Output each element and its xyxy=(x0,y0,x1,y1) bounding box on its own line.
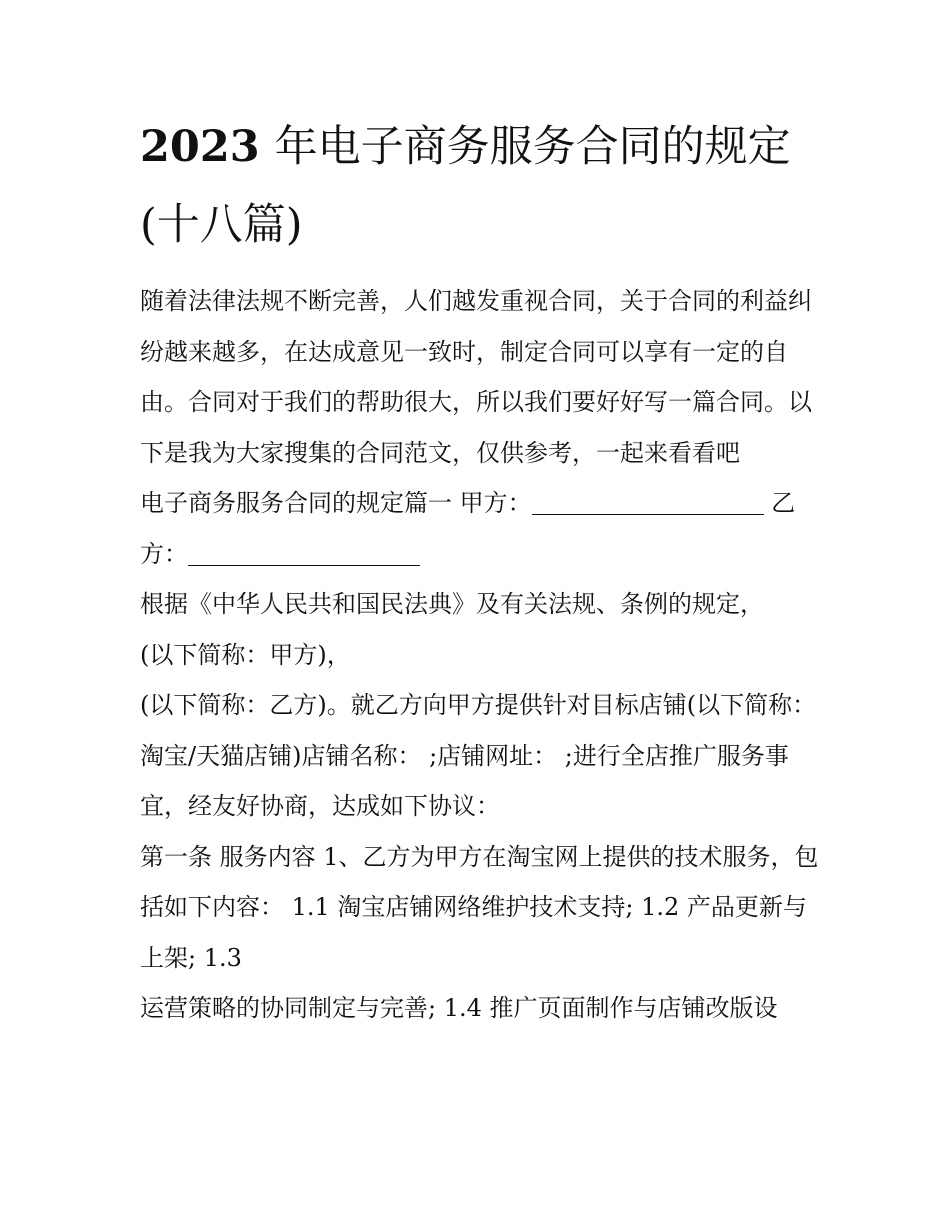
document-body xyxy=(140,276,820,1034)
article-one-continued: 运营策略的协同制定与完善; 1.4 推广页面制作与店铺改版设 xyxy=(140,994,778,1022)
document-title xyxy=(140,108,820,264)
title-year: 2023 xyxy=(140,122,260,172)
party-b-label-end: 方： xyxy=(140,539,188,568)
party-b-label-start: 乙 xyxy=(763,489,796,517)
article-one-paragraph: 第一条 服务内容 1、乙方为甲方在淘宝网上提供的技术服务，包括如下内容： 1.1 淘宝店铺网络维护技术支持; 1.2 产品更新与上架; 1.3 xyxy=(140,842,819,972)
party-b-abbr-paragraph: (以下简称：乙方)。就乙方向甲方提供针对目标店铺(以下简称：淘宝/天猫店铺)店铺名称： ;店铺网址： ;进行全店推广服务事宜，经友好协商，达成如下协议： xyxy=(140,691,817,820)
party-a-label: 电子商务服务合同的规定篇一 甲方： xyxy=(140,489,532,517)
party-b-blank xyxy=(188,541,420,566)
basis-paragraph: 根据《中华人民共和国民法典》及有关法规、条例的规定， xyxy=(140,590,764,618)
parties-paragraph xyxy=(140,478,820,579)
party-a-abbr-paragraph: (以下简称：甲方)， xyxy=(140,640,351,669)
title-text: 年电子商务服务合同的规定(十八篇) xyxy=(140,122,791,250)
intro-paragraph: 随着法律法规不断完善，人们越发重视合同，关于合同的利益纠纷越来越多，在达成意见一致时，制定合同可以享有一定的自由。合同对于我们的帮助很大，所以我们要好好写一篇合同。以下是我为大家搜集的合同范文，仅供参考，一起来看看吧 xyxy=(140,287,812,467)
party-a-blank xyxy=(532,490,764,515)
